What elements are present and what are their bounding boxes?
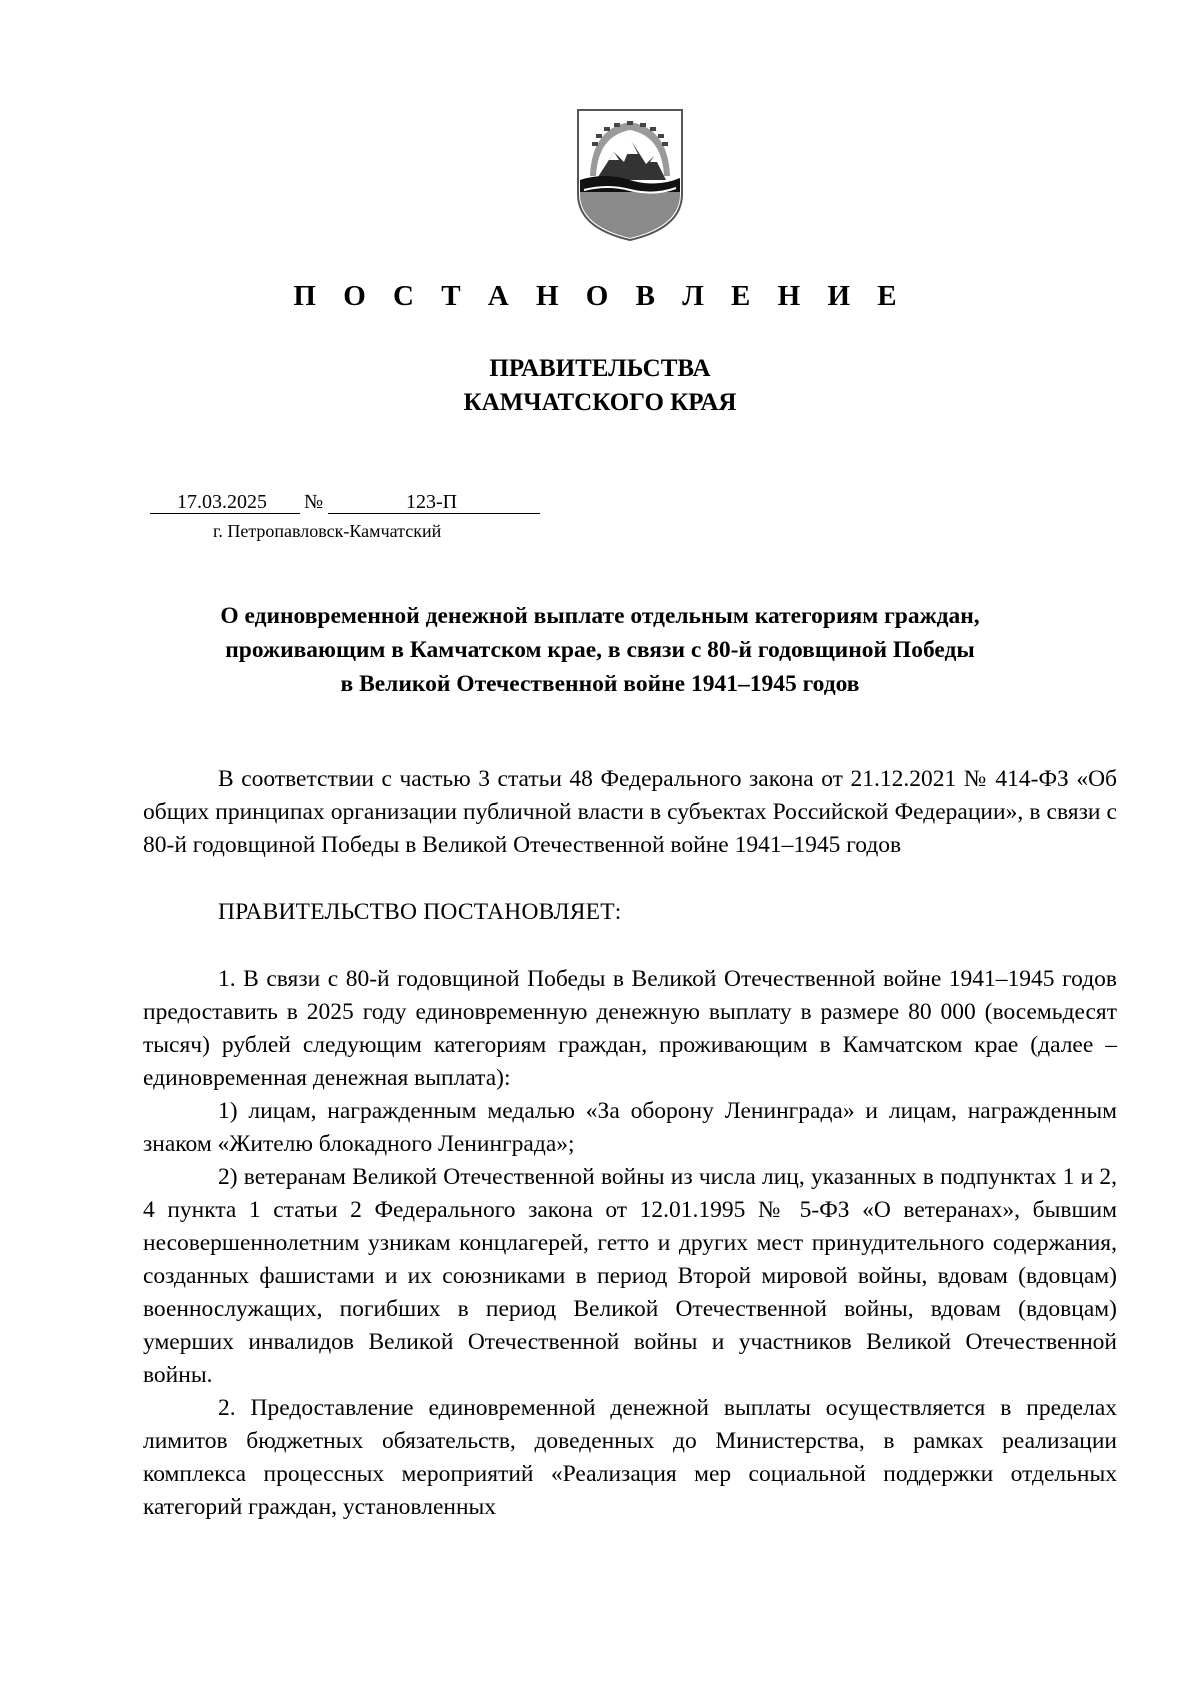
title-line: О единовременной денежной выплате отдельным категориям граждан, [220,603,980,629]
document-date: 17.03.2025 [177,491,267,513]
issuing-authority [0,352,1200,420]
decree-statement: ПРАВИТЕЛЬСТВО ПОСТАНОВЛЯЕТ: [218,899,622,925]
kamchatka-coat-of-arms-icon [574,106,686,242]
clause-paragraph: 2. Предоставление единовременной денежной выплаты осуществляется в пределах лимитов бюджетных обязательств, доведенных до Министерства, в рамках реализации комплекса процессных мероприятий «Реализация мер социальной поддержки отдельных категорий граждан, установленных [143,1395,1117,1520]
date-number-line [150,489,580,515]
clause-paragraph: 1. В связи с 80-й годовщиной Победы в Великой Отечественной войне 1941–1945 годов предоставить в 2025 году единовременную денежную выплату в размере 80 000 (восемьдесят тысяч) рублей следующим категориям граждан, проживающим в Камчатском крае (далее – единовременная денежная выплата): [143,966,1117,1091]
document-type-heading: П О С Т А Н О В Л Е Н И Е [293,280,907,312]
document-number: 123-П [406,491,458,513]
clause-paragraph: 1) лицам, награжденным медалью «За оборону Ленинграда» и лицам, награжденным знаком «Жителю блокадного Ленинграда»; [143,1098,1117,1157]
place-of-issue: г. Петропавловск-Камчатский [213,521,442,541]
authority-line: КАМЧАТСКОГО КРАЯ [463,389,737,416]
clause-paragraph: 2) ветеранам Великой Отечественной войны из числа лиц, указанных в подпунктах 1 и 2, 4 пункта 1 статьи 2 Федерального закона от 12.01.1995 № 5-ФЗ «О ветеранах», бывшим несовершеннолетним узникам концлагерей, гетто и других мест принудительного содержания, созданных фашистами и их союзниками в период Второй мировой войны, вдовам (вдовцам) военнослужащих, погибших в период Великой Отечественной войны, вдовам (вдовцам) умерших инвалидов Великой Отечественной войны и участников Великой Отечественной войны. [143,1164,1117,1388]
document-body [143,763,1117,1524]
authority-line: ПРАВИТЕЛЬСТВА [489,355,711,382]
number-sign: № [304,491,324,513]
title-line: в Великой Отечественной войне 1941–1945 годов [340,671,860,697]
preamble-paragraph: В соответствии с частью 3 статьи 48 Федерального закона от 21.12.2021 № 414-ФЗ «Об общих принципах организации публичной власти в субъектах Российской Федерации», в связи с 80-й годовщиной Победы в Великой Отечественной войне 1941–1945 годов [143,766,1117,858]
document-title [120,599,1080,701]
title-line: проживающим в Камчатском крае, в связи с 80-й годовщиной Победы [225,637,975,663]
